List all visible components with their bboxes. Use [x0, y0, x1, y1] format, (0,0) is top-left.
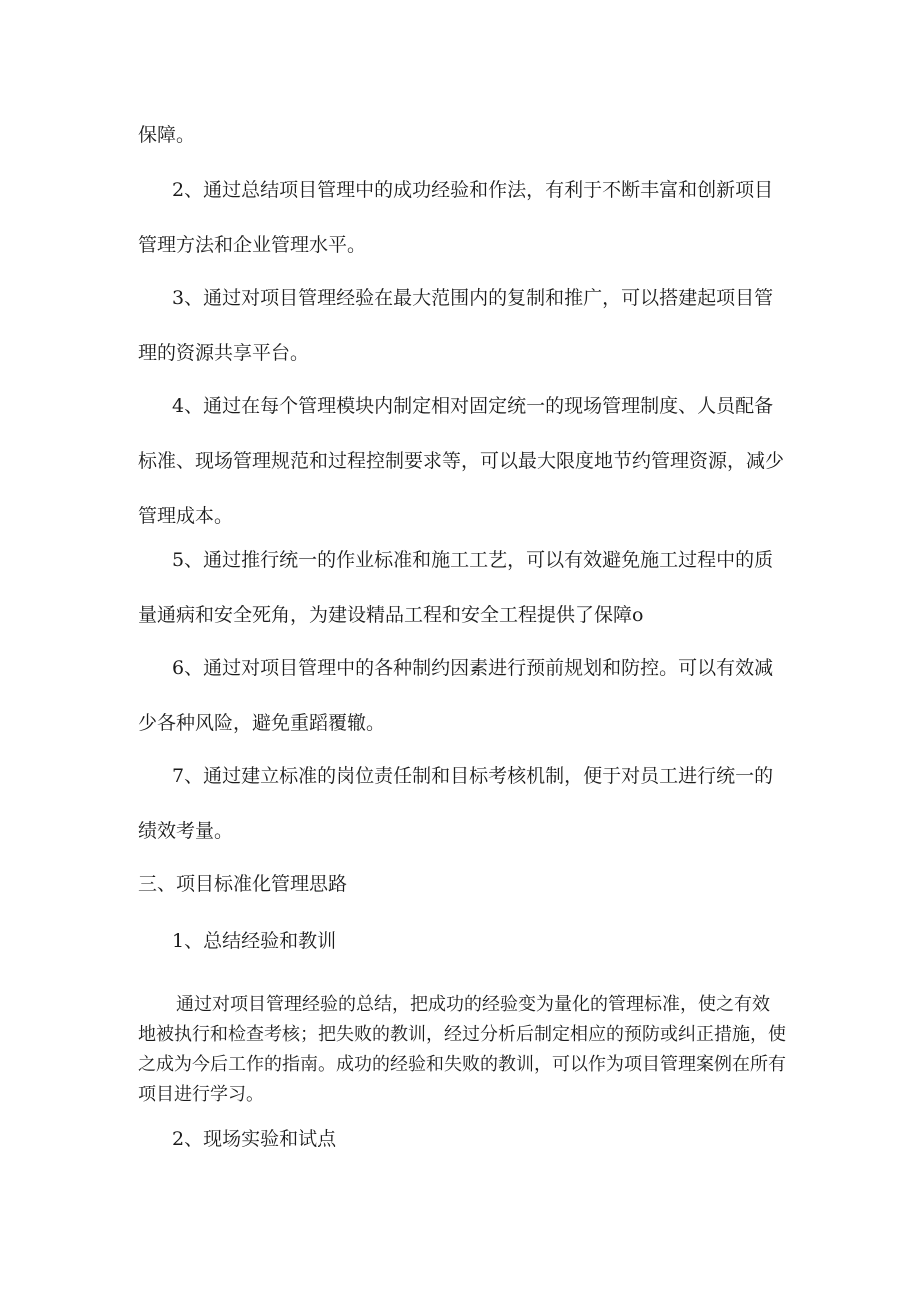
paragraph-item-6: 6、通过对项目管理中的各种制约因素进行预前规划和防控。可以有效减少各种风险，避免重蹈覆辙。 [138, 657, 774, 734]
subheading-1: 1、总结经验和教训 [172, 930, 337, 952]
paragraph-item-3: 3、通过对项目管理经验在最大范围内的复制和推广，可以搭建起项目管理的资源共享平台。 [138, 287, 774, 364]
paragraph-sub1-body: 通过对项目管理经验的总结，把成功的经验变为量化的管理标准，使之有效地被执行和检查考核；把失败的教训，经过分析后制定相应的预防或纠正措施，使之成为今后工作的指南。成功的经验和失败的教训，可以作为项目管理案例在所有项目进行学习。 [138, 994, 786, 1105]
subheading-2: 2、现场实验和试点 [172, 1128, 337, 1150]
paragraph-item-2: 2、通过总结项目管理中的成功经验和作法，有利于不断丰富和创新项目管理方法和企业管理水平。 [138, 179, 774, 256]
section-heading-3: 三、项目标准化管理思路 [138, 873, 348, 895]
paragraph-continuation: 保障。 [138, 124, 196, 146]
paragraph-item-7: 7、通过建立标准的岗位责任制和目标考核机制，便于对员工进行统一的绩效考量。 [138, 765, 774, 842]
paragraph-item-5: 5、通过推行统一的作业标准和施工工艺，可以有效避免施工过程中的质量通病和安全死角，为建设精品工程和安全工程提供了保障o [138, 549, 774, 626]
paragraph-item-4: 4、通过在每个管理模块内制定相对固定统一的现场管理制度、人员配备标准、现场管理规范和过程控制要求等，可以最大限度地节约管理资源，减少管理成本。 [138, 395, 785, 527]
